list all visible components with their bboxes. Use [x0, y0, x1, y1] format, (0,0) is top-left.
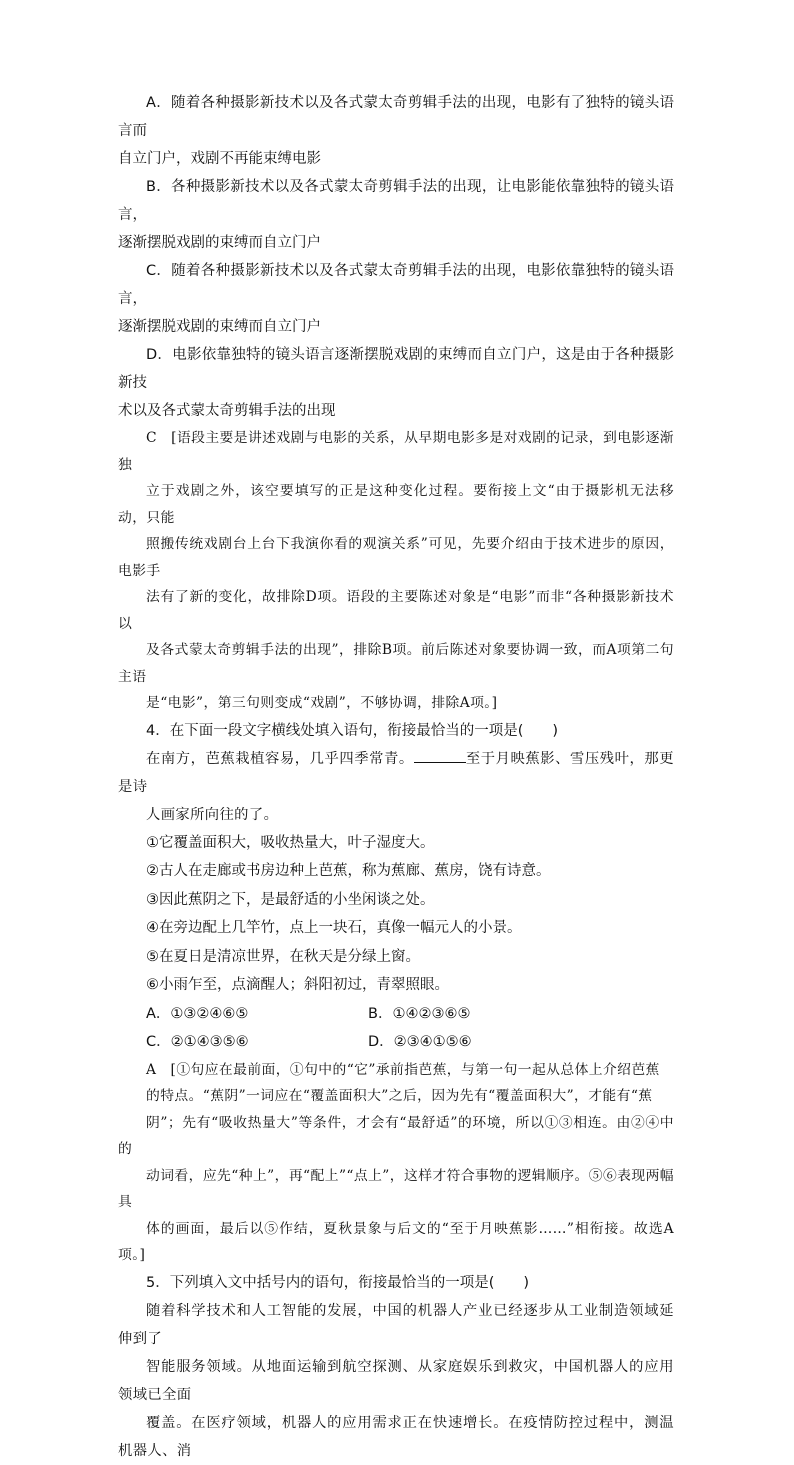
q3-option-c-line2: 逐渐摆脱戏剧的束缚而自立门户	[118, 319, 321, 335]
q5-question: 5．下列填入文中括号内的语句，衔接最恰当的一项是( )	[146, 1274, 530, 1291]
q4-answer-explanation	[118, 1057, 674, 1269]
q3-answer-line1: C [语段主要是讲述戏剧与电影的关系，从早期电影多是对戏剧的记录，到电影逐渐独	[118, 430, 674, 473]
q3-answer-line6: 是“电影”，第三句则变成“戏剧”，不够协调，排除A项。]	[146, 695, 498, 711]
q4-blank	[414, 748, 466, 763]
q4-item-1: ①它覆盖面积大，吸收热量大，叶子湿度大。	[146, 834, 435, 851]
q3-option-b-line1: B．各种摄影新技术以及各式蒙太奇剪辑手法的出现，让电影能依靠独特的镜头语言，	[118, 179, 674, 223]
q3-option-b-line2: 逐渐摆脱戏剧的束缚而自立门户	[118, 235, 321, 251]
q3-answer-line4: 法有了新的变化，故排除D项。语段的主要陈述对象是“电影”而非“各种摄影新技术以	[118, 589, 674, 632]
q4-passage-line2: 人画家所向往的了。	[146, 806, 279, 823]
q4-answer-line4: 动词看，应先“种上”，再“配上”“点上”，这样才符合事物的逻辑顺序。⑤⑥表现两幅具	[118, 1167, 674, 1210]
q4-answer-line2: 的特点。“蕉阴”一词应在“覆盖面积大”之后，因为先有“覆盖面积大”，才能有“蕉	[146, 1088, 653, 1104]
q4-item-2: ②古人在走廊或书房边种上芭蕉，称为蕉廊、蕉房，饶有诗意。	[146, 863, 551, 879]
q4-item-6: ⑥小雨乍至，点滴醒人；斜阳初过，青翠照眼。	[146, 977, 449, 993]
q3-options	[118, 89, 674, 425]
q4-answer-line1: A [①句应在最前面，①句中的“它”承前指芭蕉，与第一句一起从总体上介绍芭蕉	[146, 1061, 660, 1078]
q4-choice-a: A．①③②④⑥⑤	[146, 1005, 249, 1022]
question-4	[118, 717, 674, 1057]
q3-option-c-line1: C．随着各种摄影新技术以及各式蒙太奇剪辑手法的出现，电影依靠独特的镜头语言，	[118, 263, 674, 307]
q4-passage-after: 至于月映蕉影、雪压残叶，那更是诗	[118, 750, 674, 795]
q4-answer-line5: 体的画面，最后以⑤作结，夏秋景象与后文的“至于月映蕉影……”相衔接。故选A项。]	[118, 1220, 674, 1263]
q3-answer-explanation	[118, 425, 674, 717]
q4-passage-before: 在南方，芭蕉栽植容易，几乎四季常青。	[146, 750, 414, 767]
q5-passage-line2: 智能服务领域。从地面运输到航空探测、从家庭娱乐到救灾，中国机器人的应用领域已全面	[118, 1358, 674, 1403]
q4-choice-c: C．②①④③⑤⑥	[146, 1034, 249, 1050]
q3-option-a-line2: 自立门户，戏剧不再能束缚电影	[118, 151, 321, 167]
q4-choice-d: D．②③④①⑤⑥	[368, 1034, 472, 1050]
q3-option-a-line1: A．随着各种摄影新技术以及各式蒙太奇剪辑手法的出现，电影有了独特的镜头语言而	[118, 95, 674, 139]
q4-choices-row2	[118, 1028, 674, 1057]
q3-answer-line3: 照搬传统戏剧台上台下我演你看的观演关系”可见，先要介绍由于技术进步的原因，电影手	[118, 536, 674, 579]
q4-item-3: ③因此蕉阴之下，是最舒适的小坐闲谈之处。	[146, 891, 435, 908]
q4-choices-row1	[118, 1000, 674, 1029]
q3-option-d-line2: 术以及各式蒙太奇剪辑手法的出现	[118, 403, 336, 419]
q4-answer-line3: 阴”；先有“吸收热量大”等条件，才会有“最舒适”的环境，所以①③相连。由②④中的	[118, 1114, 674, 1157]
q3-answer-line5: 及各式蒙太奇剪辑手法的出现”，排除B项。前后陈述对象要协调一致，而A项第二句主语	[118, 642, 674, 685]
q5-passage-line1: 随着科学技术和人工智能的发展，中国的机器人产业已经逐步从工业制造领域延伸到了	[118, 1302, 674, 1347]
question-5	[118, 1269, 674, 1465]
q4-passage-line1	[118, 745, 674, 801]
q3-option-d-line1: D．电影依靠独特的镜头语言逐渐摆脱戏剧的束缚而自立门户，这是由于各种摄影新技	[118, 347, 674, 391]
q4-item-4: ④在旁边配上几竿竹，点上一块石，真像一幅元人的小景。	[146, 920, 522, 936]
q4-choice-b: B．①④②③⑥⑤	[368, 1005, 471, 1022]
q5-passage-line3: 覆盖。在医疗领域，机器人的应用需求正在快速增长。在疫情防控过程中，测温机器人、消	[118, 1414, 674, 1459]
page-content	[118, 89, 674, 1465]
q4-item-5: ⑤在夏日是清凉世界，在秋天是分绿上窗。	[146, 948, 420, 965]
q4-question: 4．在下面一段文字横线处填入语句，衔接最恰当的一项是( )	[146, 722, 559, 739]
q3-answer-line2: 立于戏剧之外，该空要填写的正是这种变化过程。要衔接上文“由于摄影机无法移动，只能	[118, 483, 674, 526]
